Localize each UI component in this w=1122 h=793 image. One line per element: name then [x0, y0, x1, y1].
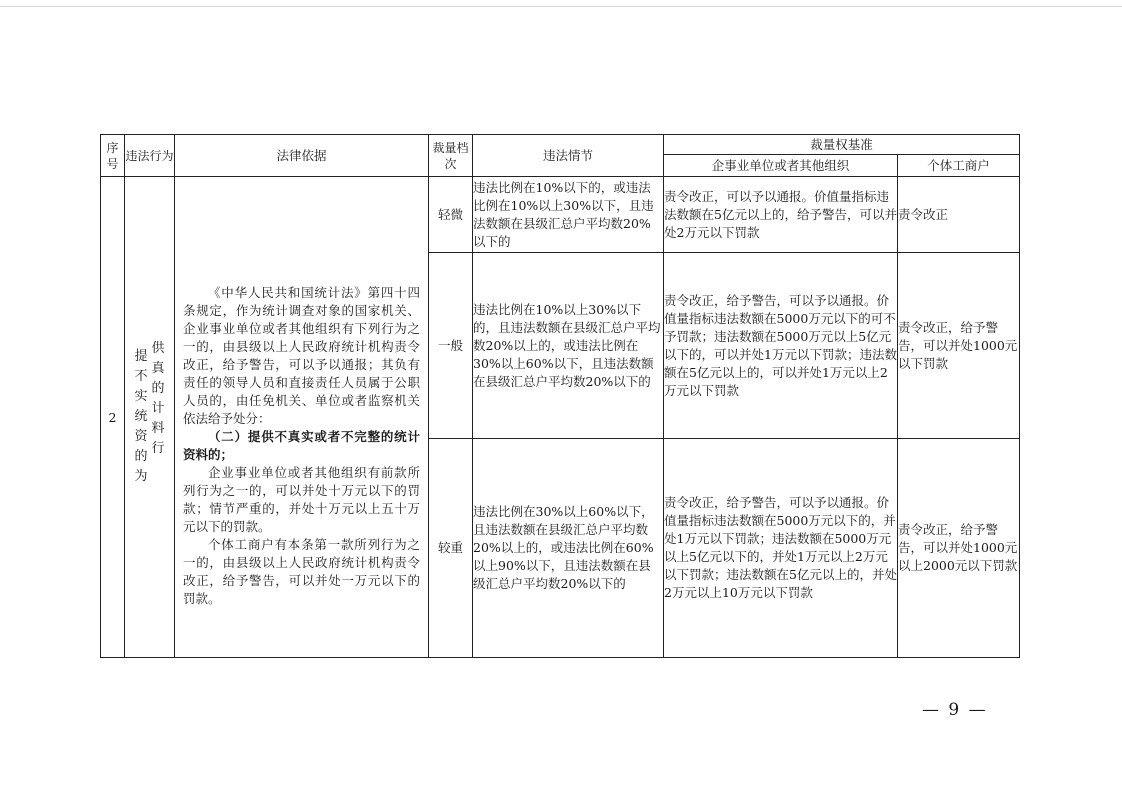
header-violation: 违法行为: [125, 135, 175, 177]
violation-cell: [125, 177, 175, 658]
header-circumstance: 违法情节: [473, 135, 664, 177]
header-level: 裁量档次: [429, 135, 473, 177]
legal-basis-cell: [175, 177, 429, 658]
individual-minor: 责令改正: [898, 177, 1020, 253]
discretion-standard-table: [100, 134, 1020, 658]
table-row: [101, 177, 1020, 253]
violation-vertical-text: 提 不 实 统 资 的 为 供 真 的 计 料 行: [134, 341, 165, 484]
individual-serious: 责令改正，给予警告，可以并处1000元以上2000元以下罚款: [898, 439, 1020, 658]
circumstance-general: 违法比例在10%以上30%以下的，且违法数额在县级汇总户平均数20%以上的，或违法比例在30%以上60%以下，且违法数额在县级汇总户平均数20%以下的: [473, 253, 664, 439]
level-general: 一般: [429, 253, 473, 439]
page-top-edge: [0, 6, 1122, 7]
header-enterprise: 企事业单位或者其他组织: [664, 155, 898, 177]
legal-item-two: （二）提供不真实或者不完整的统计资料的；: [183, 429, 420, 462]
enterprise-serious: 责令改正，给予警告，可以予以通报。价值量指标违法数额在5000万元以下的，并处1万元以下罚款；违法数额在5000万元以上5亿元以下的，并处1万元以上2万元以下罚款；违法数额在5亿元以上的，并处2万元以上10万元以下罚款: [664, 439, 898, 658]
header-seq: 序号: [101, 135, 125, 177]
enterprise-general: 责令改正，给予警告，可以予以通报。价值量指标违法数额在5000万元以下的可不予罚款；违法数额在5000万元以上5亿元以下的，可以并处1万元以下罚款；违法数额在5亿元以上的，可以并处1万元以上2万元以下罚款: [664, 253, 898, 439]
individual-general: 责令改正，给予警告，可以并处1000元以下罚款: [898, 253, 1020, 439]
header-individual: 个体工商户: [898, 155, 1020, 177]
level-minor: 轻微: [429, 177, 473, 253]
legal-enterprise-penalty: 企业事业单位或者其他组织有前款所列行为之一的，可以并处十万元以下的罚款；情节严重的，并处十万元以上五十万元以下的罚款。: [183, 465, 420, 534]
enterprise-minor: 责令改正，可以予以通报。价值量指标违法数额在5亿元以上的，给予警告，可以并处2万元以下罚款: [664, 177, 898, 253]
legal-individual-penalty: 个体工商户有本条第一款所列行为之一的，由县级以上人民政府统计机构责令改正，给予警告，可以并处一万元以下的罚款。: [183, 537, 420, 606]
header-standard: 裁量权基准: [664, 135, 1020, 155]
row-seq: 2: [101, 177, 125, 658]
header-legal-basis: 法律依据: [175, 135, 429, 177]
circumstance-serious: 违法比例在30%以上60%以下，且违法数额在县级汇总户平均数20%以上的，或违法比例在60%以上90%以下，且违法数额在县级汇总户平均数20%以下的: [473, 439, 664, 658]
circumstance-minor: 违法比例在10%以下的，或违法比例在10%以上30%以下，且违法数额在县级汇总户平均数20%以下的: [473, 177, 664, 253]
level-serious: 较重: [429, 439, 473, 658]
page-number: — 9 —: [922, 700, 988, 720]
legal-article-text: 《中华人民共和国统计法》第四十四条规定，作为统计调查对象的国家机关、企业事业单位或者其他组织有下列行为之一的，由县级以上人民政府统计机构责令改正，给予警告，可以予以通报；其负有责任的领导人员和直接责任人员属于公职人员的，由任免机关、单位或者监察机关依法给予处分：: [183, 285, 420, 426]
